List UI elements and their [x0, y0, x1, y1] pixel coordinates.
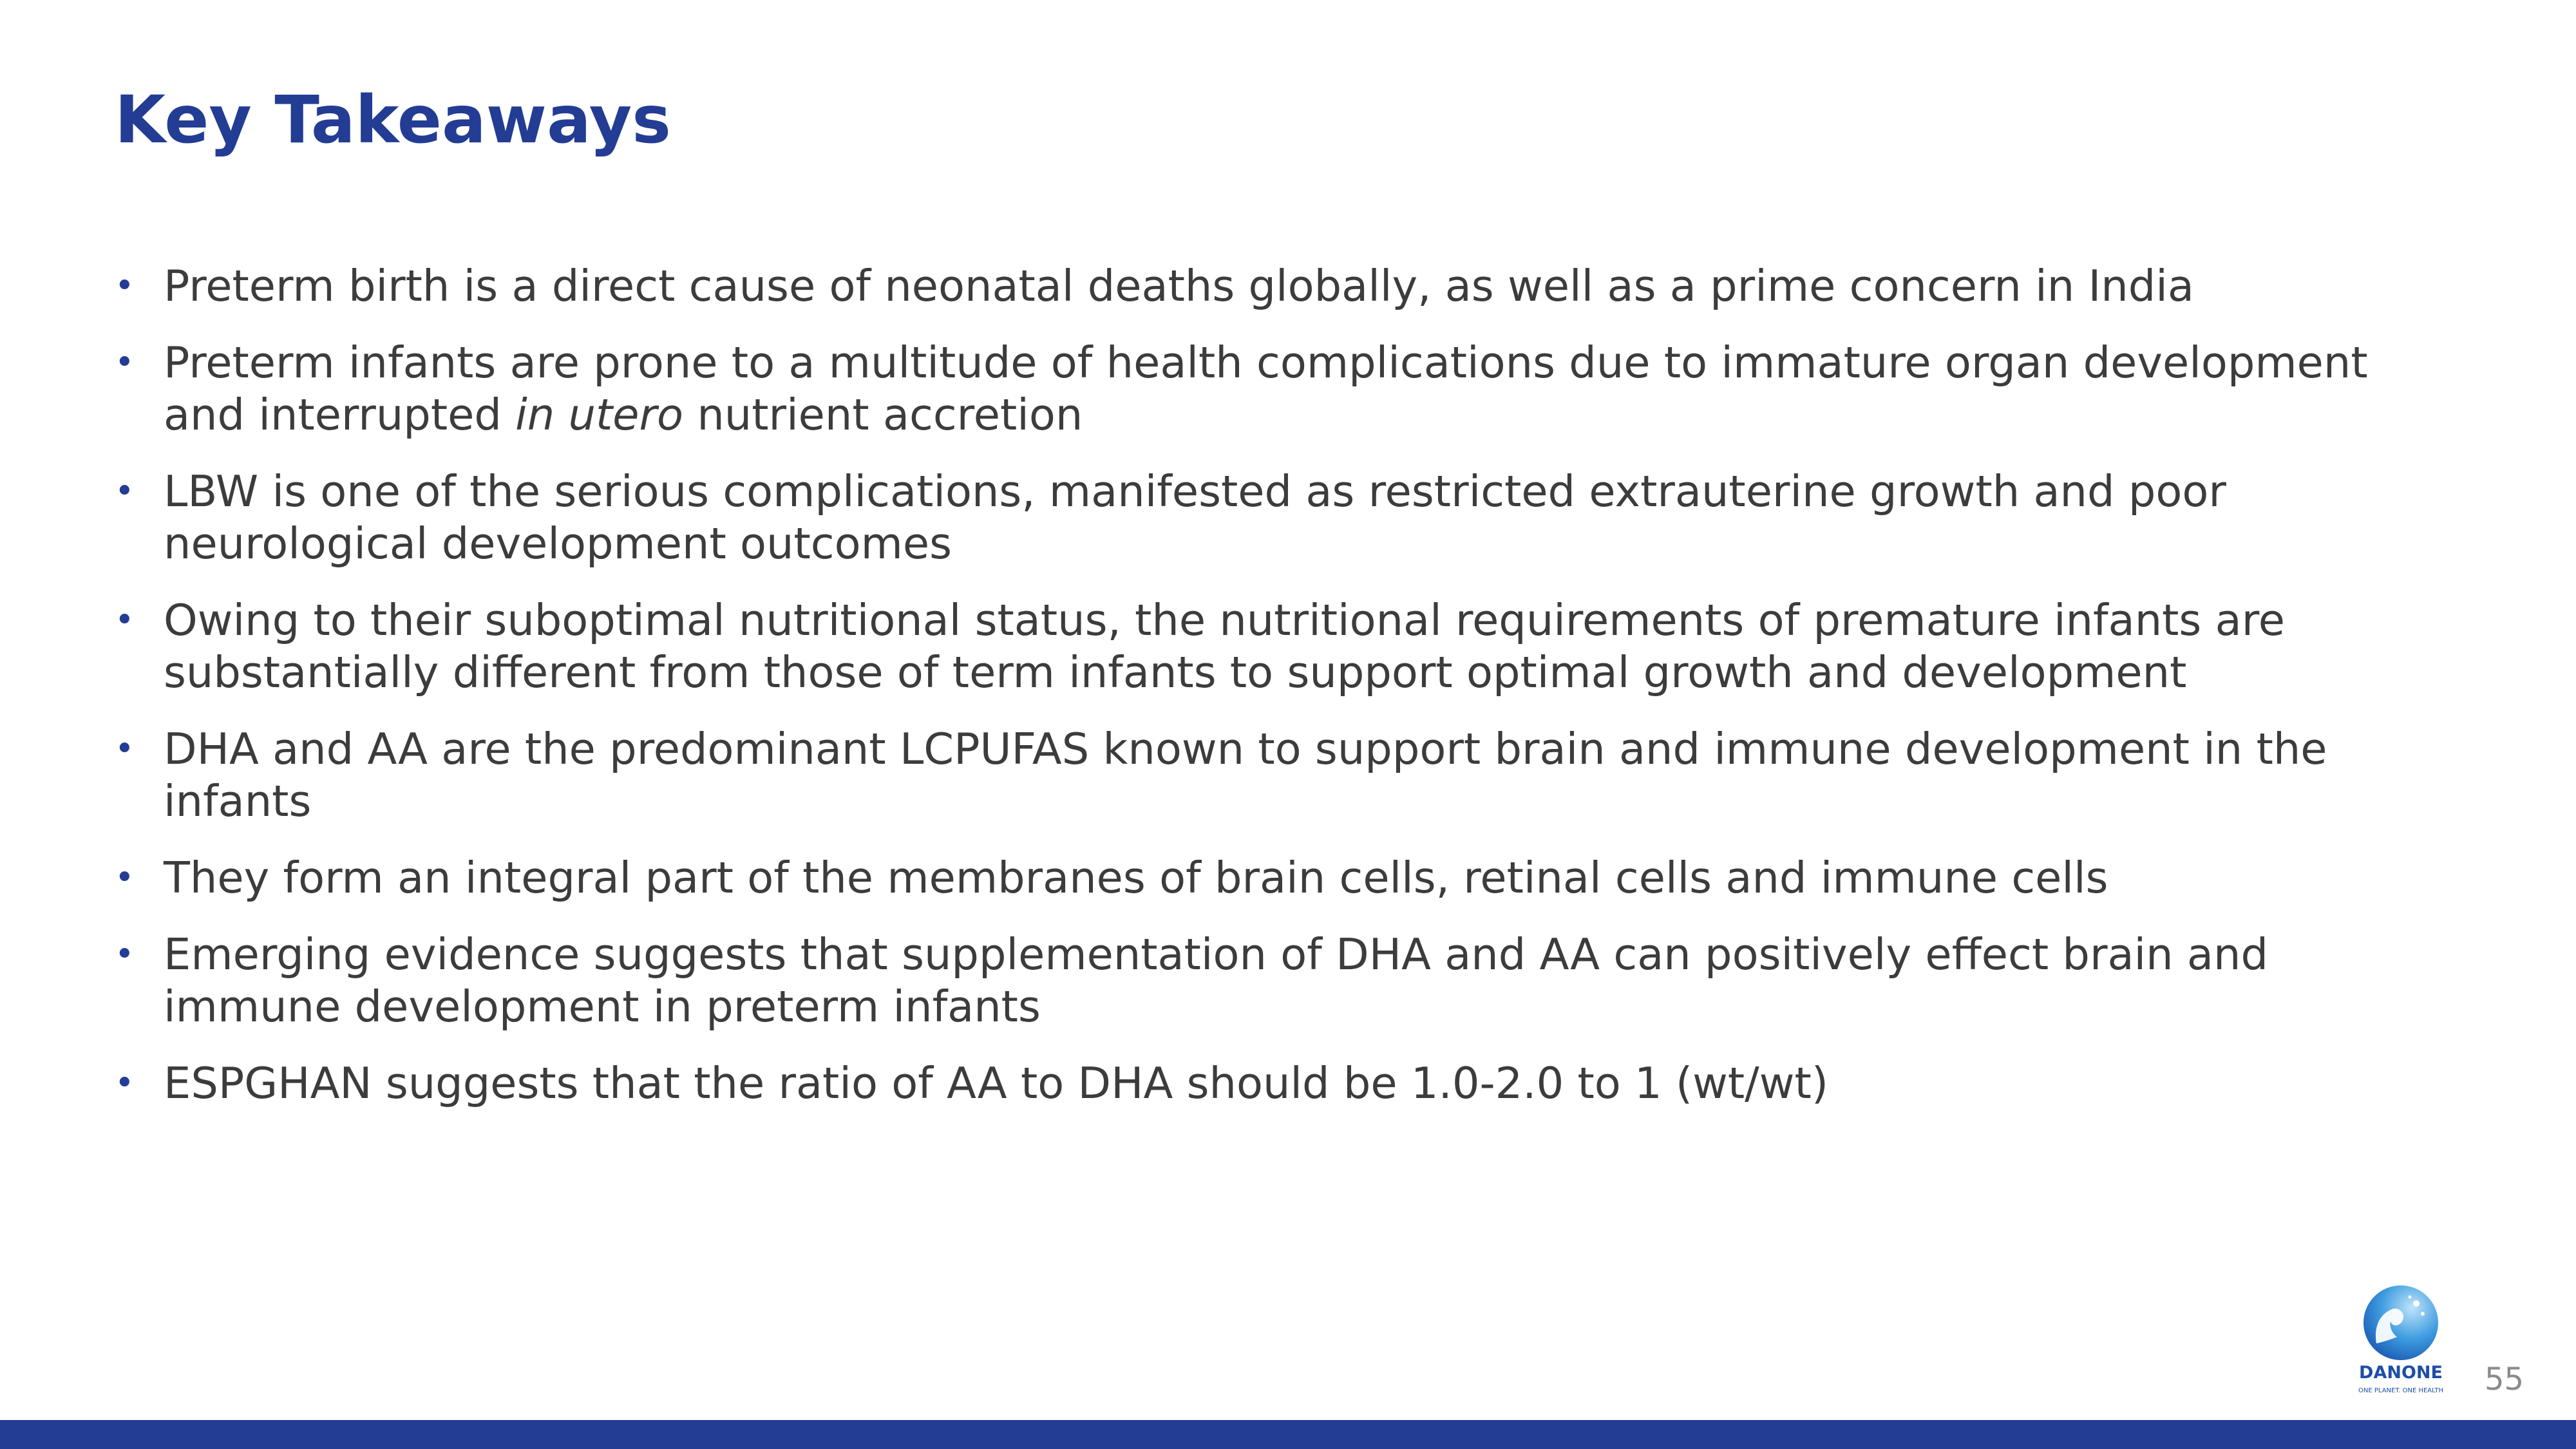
bullet-icon: • [115, 267, 135, 305]
bullet-text: LBW is one of the serious complications, manifested as restricted extrauterine growth and poor neurological development outcomes [164, 466, 2226, 569]
bullet-text: They form an integral part of the membranes of brain cells, retinal cells and immune cells [164, 853, 2108, 903]
bullet-item [115, 466, 2446, 570]
bullet-item [115, 723, 2446, 828]
bullet-icon: • [115, 935, 135, 974]
bullet-icon: • [115, 601, 135, 639]
bullet-icon: • [115, 858, 135, 897]
bullet-item [115, 929, 2446, 1033]
svg-text:ONE PLANET. ONE HEALTH: ONE PLANET. ONE HEALTH [2358, 1387, 2443, 1394]
bullet-icon: • [115, 343, 135, 382]
slide-title: Key Takeaways [115, 82, 671, 158]
bullet-icon: • [115, 730, 135, 768]
bullet-icon: • [115, 1064, 135, 1103]
bullet-text: Owing to their suboptimal nutritional status, the nutritional requirements of premature infants are substantially different from those of term infants to support optimal growth and development [164, 595, 2285, 697]
bullet-item [115, 852, 2446, 904]
bullet-item [115, 594, 2446, 699]
bullet-item [115, 1057, 2446, 1110]
bullet-text-italic: in utero [515, 390, 684, 440]
svg-text:DANONE: DANONE [2359, 1363, 2443, 1383]
bullet-item [115, 260, 2446, 312]
danone-logo [2357, 1282, 2445, 1399]
footer-bar [0, 1420, 2576, 1449]
bullet-text: ESPGHAN suggests that the ratio of AA to DHA should be 1.0-2.0 to 1 (wt/wt) [164, 1058, 1828, 1108]
takeaways-list [115, 260, 2446, 1134]
bullet-text: Emerging evidence suggests that supplementation of DHA and AA can positively effect brain and immune development in preterm infants [164, 929, 2268, 1032]
bullet-text-part: Preterm infants are prone to a multitude of health complications due to immature organ development and interrupted [164, 337, 2368, 440]
bullet-text: Preterm birth is a direct cause of neonatal deaths globally, as well as a prime concern in India [164, 261, 2194, 311]
bullet-item [115, 337, 2446, 441]
bullet-text-part: nutrient accretion [683, 390, 1083, 440]
danone-logo-icon [2357, 1282, 2445, 1399]
bullet-text: DHA and AA are the predominant LCPUFAS known to support brain and immune development in the infants [164, 724, 2327, 826]
page-number: 55 [2485, 1361, 2524, 1397]
bullet-text [164, 337, 2446, 441]
bullet-icon: • [115, 472, 135, 511]
